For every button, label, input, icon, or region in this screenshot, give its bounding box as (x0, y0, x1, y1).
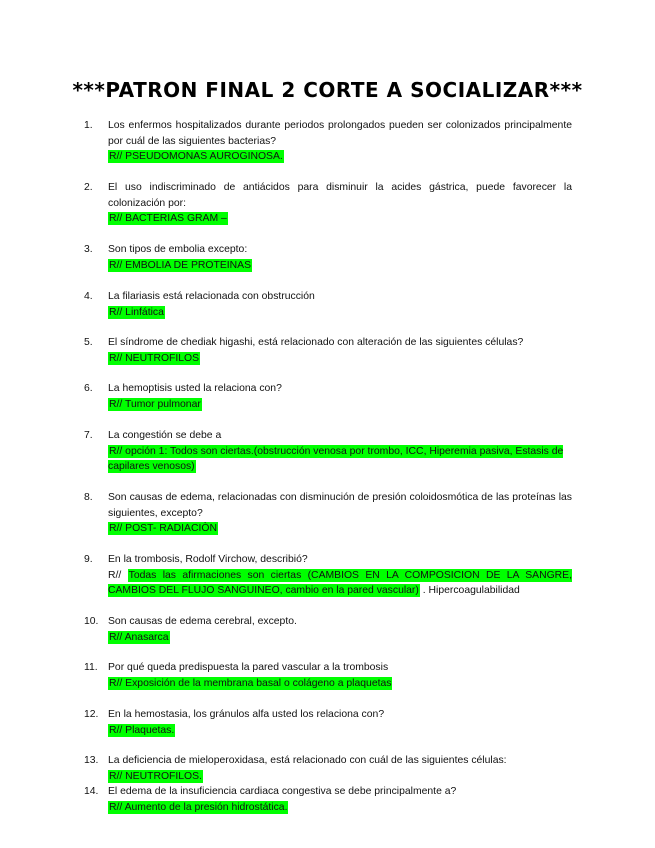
answer-highlight: R// Anasarca (109, 631, 169, 643)
question-text: Los enfermos hospitalizados durante periodos prolongados pueden ser colonizados principalmente por cuál de las siguientes bacterias? (108, 120, 572, 147)
question-text: En la hemostasia, los gránulos alfa usted los relaciona con? (108, 709, 385, 720)
question-number: 8. (84, 492, 93, 503)
question-item (84, 490, 572, 537)
answer-highlight: R// NEUTROFILOS (109, 352, 200, 364)
question-item (84, 118, 572, 165)
question-number: 11. (84, 662, 98, 673)
question-item (84, 428, 572, 475)
question-number: 2. (84, 182, 93, 193)
question-item (84, 180, 572, 227)
question-item (84, 614, 572, 645)
question-item (84, 784, 572, 815)
answer-highlight: Todas las afirmaciones son ciertas (CAMBIOS EN LA COMPOSICION DE LA SANGRE, CAMBIOS DEL FLUJO SANGUINEO, cambio en la pared vascular) (108, 569, 572, 596)
question-text: El edema de la insuficiencia cardiaca congestiva se debe principalmente a? (108, 786, 457, 797)
question-item (84, 753, 572, 784)
question-item (84, 660, 572, 691)
question-text: La hemoptisis usted la relaciona con? (108, 383, 282, 394)
answer-highlight: R// EMBOLIA DE PROTEINAS (109, 259, 252, 271)
question-number: 7. (84, 430, 93, 441)
question-text: La congestión se debe a (108, 430, 222, 441)
question-item (84, 242, 572, 273)
answer-highlight: R// Plaquetas. (109, 724, 175, 736)
question-text: Son causas de edema, relacionadas con disminución de presión coloidosmótica de las proteínas las siguientes, excepto? (108, 492, 572, 519)
question-number: 9. (84, 554, 93, 565)
question-text: El síndrome de chediak higashi, está relacionado con alteración de las siguientes células? (108, 337, 524, 348)
question-number: 10. (84, 616, 99, 627)
answer-highlight: R// POST- RADIACIÒN (109, 523, 217, 534)
question-item (84, 335, 572, 366)
question-number: 5. (84, 337, 93, 348)
question-text: El uso indiscriminado de antiácidos para disminuir la acides gástrica, puede favorecer la colonización por: (108, 182, 572, 209)
page-title: ***PATRON FINAL 2 CORTE A SOCIALIZAR*** (72, 78, 583, 102)
question-number: 1. (84, 120, 93, 131)
question-item (84, 289, 572, 320)
answer-highlight: R// PSEUDOMONAS AUROGINOSA. (109, 151, 283, 162)
question-item (84, 707, 572, 738)
question-number: 12. (84, 709, 99, 720)
question-text: Son tipos de embolia excepto: (108, 244, 248, 255)
answer-highlight: R// Tumor pulmonar (109, 398, 201, 410)
question-text: Por qué queda predispuesta la pared vascular a la trombosis (108, 662, 389, 673)
question-number: 6. (84, 383, 93, 394)
answer-highlight: R// opción 1: Todos son ciertas.(obstrucción venosa por trombo, ICC, Hiperemia pasiva, Estasis de capilares venosos) (108, 445, 564, 472)
answer-highlight: R// BACTERIAS GRAM – (109, 213, 227, 224)
answer-prefix: R// (108, 569, 128, 581)
question-text: Son causas de edema cerebral, excepto. (108, 616, 297, 627)
answer-highlight: R// Aumento de la presión hidrostática. (109, 801, 288, 813)
question-number: 3. (84, 244, 93, 255)
question-item (84, 552, 572, 599)
question-number: 4. (84, 291, 93, 302)
answer-highlight: R// Exposición de la membrana basal o colágeno a plaquetas (109, 677, 392, 689)
question-item (84, 381, 572, 412)
question-number: 13. (84, 755, 99, 766)
question-number: 14. (84, 786, 99, 797)
question-text: En la trombosis, Rodolf Virchow, describió? (108, 554, 308, 565)
answer-suffix: . Hipercoagulabilidad (419, 585, 520, 596)
question-text: La filariasis está relacionada con obstrucción (108, 291, 315, 302)
answer-highlight: R// NEUTROFILOS. (109, 770, 202, 782)
answer-highlight: R// Linfática (109, 306, 164, 318)
question-text: La deficiencia de mieloperoxidasa, está relacionado con cuál de las siguientes células: (108, 755, 507, 766)
